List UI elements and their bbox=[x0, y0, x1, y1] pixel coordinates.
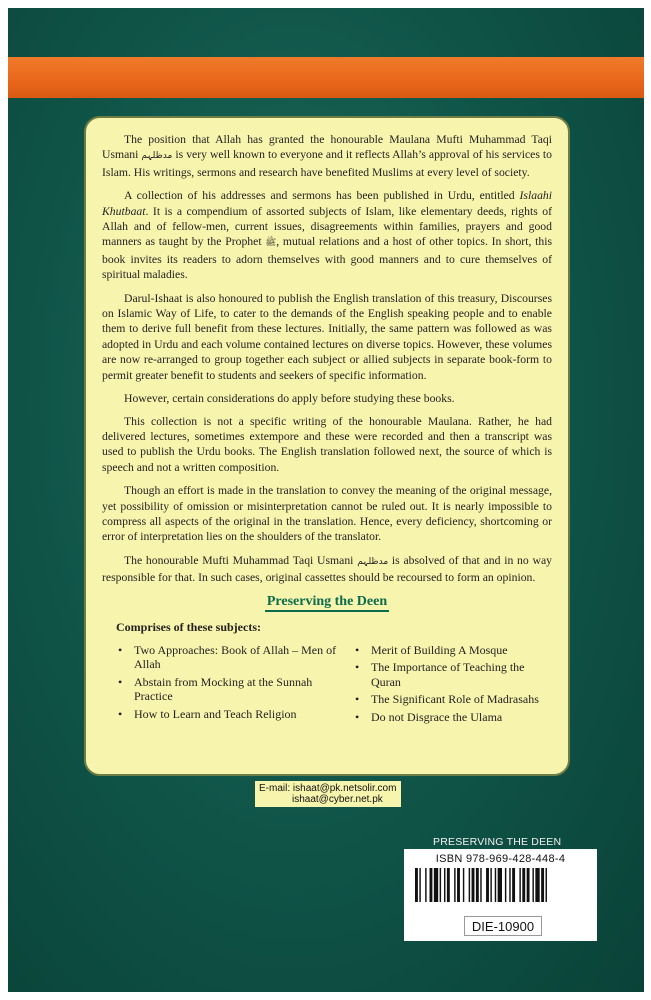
barcode-bar bbox=[419, 868, 420, 902]
barcode-bar bbox=[446, 868, 449, 902]
book-title: Islaahi Khutbaat bbox=[102, 189, 552, 218]
subjects-heading: Comprises of these subjects: bbox=[116, 619, 261, 634]
paragraph-text: The position that Allah has granted the honourable Maulana Mufti Muhammad Taqi Usmani bbox=[102, 133, 552, 162]
paragraph-5: This collection is not a specific writing of the honourable Maulana. Rather, he had delivered lectures, sometimes extempore and these were recorded and then a transcript was used to publish the Urdu books. The English translation followed next, the source of which is speech and not a written composition. bbox=[102, 414, 552, 474]
list-item: • Do not Disgrace the Ulama bbox=[353, 710, 552, 725]
urdu-honorific: مدظلہم bbox=[357, 556, 389, 567]
paragraph-3: Darul-Ishaat is also honoured to publish the English translation of this treasury, Discourses on Islamic Way of Life, to cater to the demands of the English speaking people and to enable them to derive full benefit from these lectures. Initially, the same pattern was followed as was adopted in Urdu and each volume contained lectures on diverse topics. However, these volumes are now re-arranged to group together each subject or allied subjects in separate book-form to permit greater benefit to students and seekers of specific information. bbox=[102, 291, 552, 382]
salutation-glyph: ﷺ bbox=[265, 238, 277, 249]
email-line-2: ishaat@cyber.net.pk bbox=[292, 794, 383, 805]
description-panel bbox=[84, 116, 570, 776]
isbn-number: ISBN 978-969-428-448-4 bbox=[435, 853, 566, 865]
barcode-bar bbox=[439, 868, 440, 902]
paragraph-text: The honourable Mufti Muhammad Taqi Usmani bbox=[124, 553, 358, 567]
barcode-bar bbox=[526, 868, 529, 902]
email-address: ishaat@pk.netsolir.com bbox=[292, 783, 397, 794]
barcode-bar bbox=[462, 868, 463, 902]
list-item: • The Significant Role of Madrasahs bbox=[353, 692, 552, 707]
subjects-list bbox=[102, 643, 552, 728]
product-code: DIE-10900 bbox=[464, 916, 542, 936]
email-line-1 bbox=[259, 783, 397, 794]
paragraph-text: , mutual relations and a host of other topics. In short, this book invites its readers to adorn themselves with good manners and to cure themselves of spiritual maladies. bbox=[102, 235, 552, 282]
subjects-column-right bbox=[353, 643, 552, 728]
paragraph-text: . It is a compendium of assorted subjects of Islam, like elementary deeds, rights of Allah and of fellow-men, current issues, disagreements within families, prayers and good manners as taught by the Prophet bbox=[102, 204, 552, 249]
barcode-bar bbox=[468, 868, 469, 902]
barcode-bar bbox=[532, 868, 533, 902]
list-item: • How to Learn and Teach Religion bbox=[116, 707, 343, 722]
paragraph-2 bbox=[102, 188, 552, 282]
barcode-bar bbox=[497, 868, 501, 902]
barcode-bar bbox=[509, 868, 510, 902]
barcode-icon bbox=[413, 868, 589, 902]
list-item: • Abstain from Mocking at the Sunnah Practice bbox=[116, 675, 343, 704]
back-cover bbox=[8, 8, 644, 992]
section-title-text: Preserving the Deen bbox=[265, 594, 389, 612]
list-item: • Two Approaches: Book of Allah – Men of Allah bbox=[116, 643, 343, 672]
barcode-bar bbox=[494, 868, 495, 902]
subjects-column-left bbox=[116, 643, 343, 728]
barcode-bar bbox=[475, 868, 478, 902]
paragraph-text: is very well known to everyone and it reflects Allah’s approval of his services to Islam. His writings, sermons and research have benefited Muslims at every level of society. bbox=[102, 148, 553, 179]
paragraph-text: is absolved of that and in no way responsible for that. In such cases, original cassettes should be recoursed to form an opinion. bbox=[102, 553, 552, 585]
barcode-bar bbox=[545, 868, 546, 902]
list-item: • The Importance of Teaching the Quran bbox=[353, 660, 552, 689]
barcode-bar bbox=[454, 868, 455, 902]
barcode-bar bbox=[471, 868, 474, 902]
barcode-bar bbox=[522, 868, 525, 902]
list-item: • Merit of Building A Mosque bbox=[353, 643, 552, 658]
barcode-bar bbox=[490, 868, 491, 902]
paragraph-7 bbox=[102, 553, 552, 586]
barcode-bar bbox=[519, 868, 520, 902]
barcode-bar bbox=[504, 868, 505, 902]
barcode-bar bbox=[457, 868, 460, 902]
paragraph-text: A collection of his addresses and sermons has been published in Urdu, entitled bbox=[124, 189, 520, 203]
barcode-bar bbox=[480, 868, 481, 902]
contact-box bbox=[255, 781, 401, 807]
barcode-bar bbox=[512, 868, 515, 902]
barcode-bar bbox=[433, 868, 437, 902]
barcode-bar bbox=[444, 868, 445, 902]
barcode-bar bbox=[541, 868, 544, 902]
barcode-bar bbox=[425, 868, 426, 902]
barcode-bar bbox=[429, 868, 432, 902]
email-label: E-mail: bbox=[259, 783, 291, 794]
paragraph-1 bbox=[102, 132, 552, 180]
barcode-bar bbox=[486, 868, 489, 902]
urdu-honorific: مدظلہم bbox=[141, 151, 173, 162]
paragraph-6: Though an effort is made in the translation to convey the meaning of the original message, yet possibility of omission or misinterpretation cannot be ruled out. It is nearly impossible to compress all aspects of the original in the translation. Hence, every deficiency, shortcoming or error of interpretation lies on the shoulders of the translator. bbox=[102, 484, 552, 544]
paragraph-4: However, certain considerations do apply before studying these books. bbox=[124, 392, 455, 406]
section-title bbox=[102, 594, 552, 610]
barcode-bar bbox=[535, 868, 539, 902]
barcode-bar bbox=[415, 868, 418, 902]
orange-stripe bbox=[8, 57, 644, 98]
series-title: PRESERVING THE DEEN bbox=[433, 836, 562, 848]
